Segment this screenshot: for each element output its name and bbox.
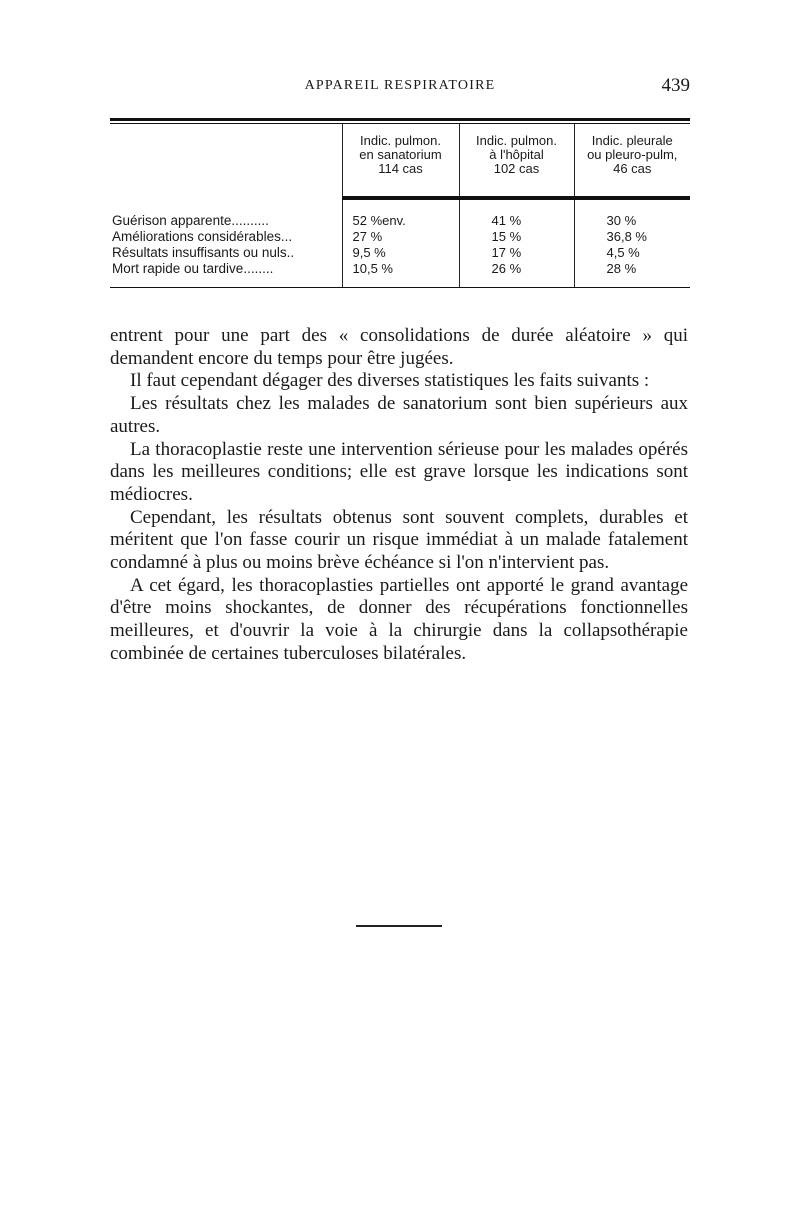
table-cell: 27 % bbox=[342, 229, 459, 245]
table-cell: 17 % bbox=[459, 245, 574, 261]
table-row bbox=[110, 213, 690, 229]
page-header bbox=[110, 75, 690, 102]
column-header-line: en sanatorium bbox=[359, 147, 442, 162]
results-table bbox=[110, 118, 690, 288]
paragraph: La thoracoplastie reste une intervention sérieuse pour les malades opérés dans les meilleures conditions; elle est grave lorsque les indications sont médiocres. bbox=[110, 438, 688, 505]
body-text bbox=[110, 325, 688, 666]
column-header-line: 102 cas bbox=[493, 161, 540, 176]
column-header-pleurale bbox=[574, 124, 690, 196]
row-label: Résultats insuffisants ou nuls.. bbox=[112, 245, 295, 260]
table-cell: 52 %env. bbox=[342, 213, 459, 229]
table-row bbox=[110, 261, 690, 277]
column-header-line: à l'hôpital bbox=[489, 147, 544, 162]
end-rule bbox=[356, 925, 442, 927]
table-cell: 36,8 % bbox=[574, 229, 690, 245]
table-row bbox=[110, 245, 690, 261]
table-cell: 4,5 % bbox=[574, 245, 690, 261]
column-header-line: Indic. pulmon. bbox=[360, 133, 441, 148]
page-number: 439 bbox=[661, 75, 690, 96]
paragraph: A cet égard, les thoracoplasties partielles ont apporté le grand avantage d'être moins shockantes, de donner des récupérations fonctionnelles meilleures, et d'ouvrir la voie à la chirurgie dans la collapsothérapie combinée de certaines tuberculoses bilatérales. bbox=[110, 574, 688, 664]
table-cell: 41 % bbox=[459, 213, 574, 229]
column-header-line: ou pleuro-pulm, bbox=[587, 147, 678, 162]
paragraph: Cependant, les résultats obtenus sont souvent complets, durables et méritent que l'on fasse courir un risque immédiat à un malade fatalement condamné à plus ou moins brève échéance si l'on n'intervient pas. bbox=[110, 506, 688, 574]
table-cell: 10,5 % bbox=[342, 261, 459, 277]
table-cell: 30 % bbox=[574, 213, 690, 229]
column-header-line: Indic. pleurale bbox=[591, 133, 673, 148]
table-row bbox=[110, 229, 690, 245]
paragraph: Les résultats chez les malades de sanatorium sont bien supérieurs aux autres. bbox=[110, 393, 688, 437]
column-header-line: 114 cas bbox=[378, 161, 423, 176]
table-cell: 9,5 % bbox=[342, 245, 459, 261]
empty-header-cell bbox=[110, 124, 342, 196]
table-cell: 15 % bbox=[459, 229, 574, 245]
row-label: Mort rapide ou tardive........ bbox=[112, 261, 274, 276]
row-label: Améliorations considérables... bbox=[112, 229, 293, 244]
column-header-line: 46 cas bbox=[613, 161, 652, 176]
column-header-line: Indic. pulmon. bbox=[476, 133, 557, 148]
paragraph: entrent pour une part des « consolidations de durée aléatoire » qui demandent encore du temps pour être jugées. bbox=[110, 325, 688, 369]
column-header-hopital bbox=[459, 124, 574, 196]
statistics-table bbox=[110, 124, 690, 287]
table-cell: 28 % bbox=[574, 261, 690, 277]
row-label: Guérison apparente.......... bbox=[112, 213, 269, 228]
table-cell: 26 % bbox=[459, 261, 574, 277]
paragraph: Il faut cependant dégager des diverses statistiques les faits suivants : bbox=[130, 370, 650, 392]
table-bottom-rule bbox=[110, 287, 690, 288]
running-title: APPAREIL RESPIRATOIRE bbox=[304, 78, 496, 93]
column-header-sanatorium bbox=[342, 124, 459, 196]
